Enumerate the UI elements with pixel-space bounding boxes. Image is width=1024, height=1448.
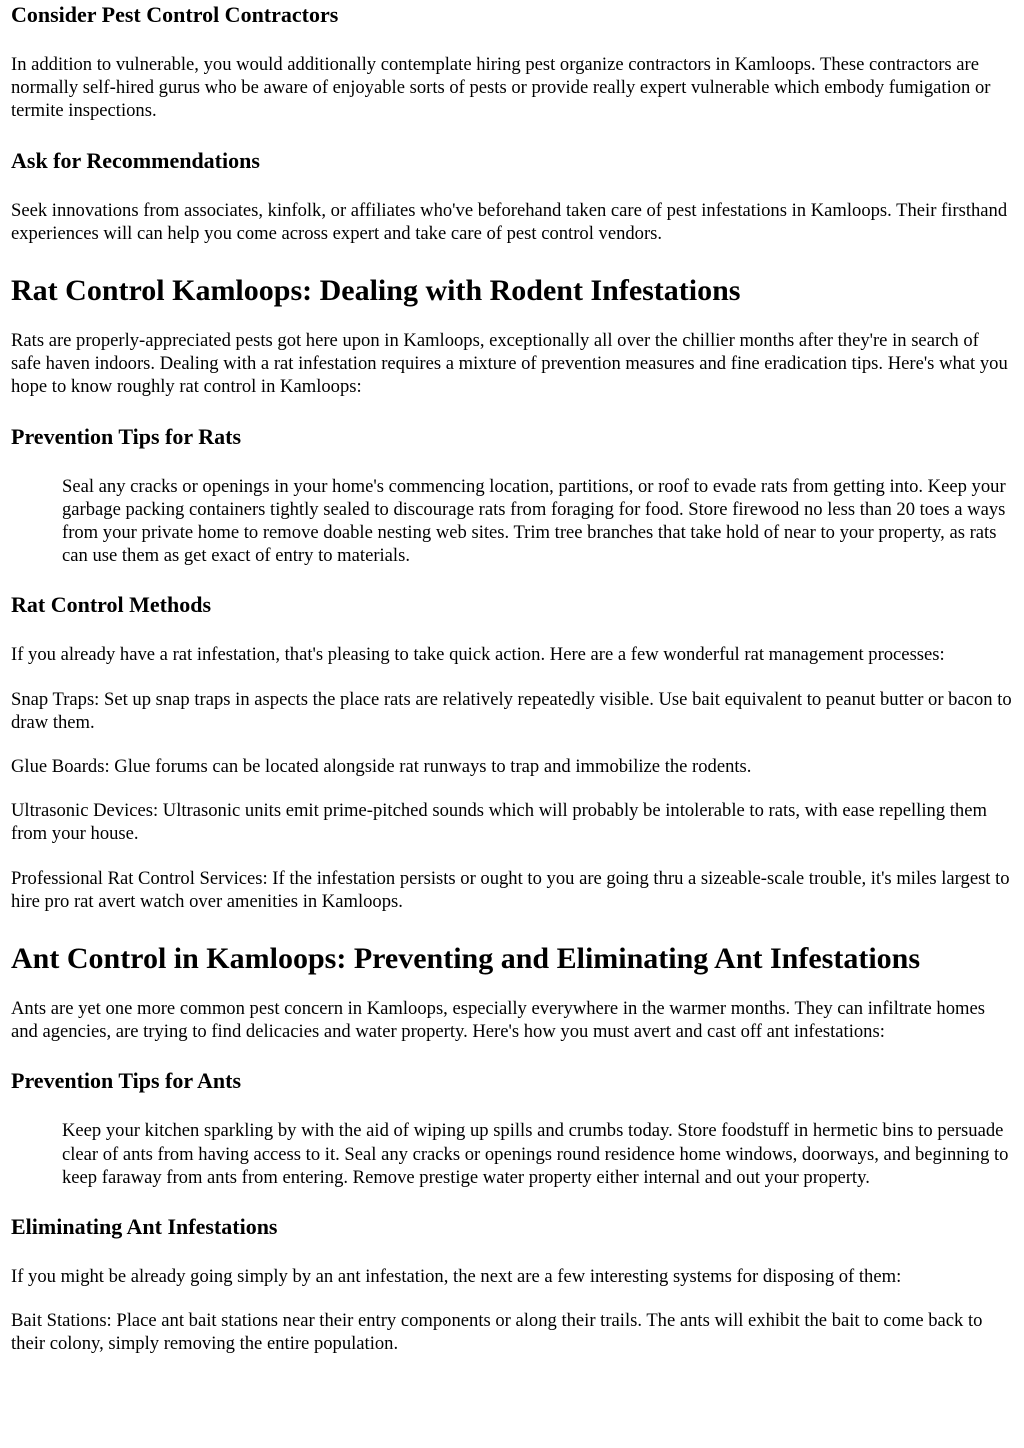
quote-ant-prevention: Keep your kitchen sparkling by with the aid of wiping up spills and crumbs today. Store foodstuff in hermetic bins to persuade clear of ants from having access to it. Seal any cracks or openings round residence home windows, doorways, and beginning to keep faraway from ants from entering. Remove prestige water property either internal and out your property. xyxy=(62,1120,1009,1188)
heading-ant-eliminating: Eliminating Ant Infestations xyxy=(11,1214,278,1240)
paragraph-rat-method-glue-boards: Glue Boards: Glue forums can be located alongside rat runways to trap and immobilize the rodents. xyxy=(11,756,752,778)
paragraph-ask-recommendations: Seek innovations from associates, kinfolk, or affiliates who've beforehand taken care of pest infestations in Kamloops. Their firsthand experiences will can help you come across expert and take care of pest control vendors. xyxy=(11,199,1008,244)
heading-ant-prevention: Prevention Tips for Ants xyxy=(11,1068,242,1094)
paragraph-rat-method-snap-traps: Snap Traps: Set up snap traps in aspects the place rats are relatively repeatedly visible. Use bait equivalent to peanut butter or bacon to draw them. xyxy=(11,688,1012,733)
heading-rat-control: Rat Control Kamloops: Dealing with Rodent Infestations xyxy=(11,274,741,308)
paragraph-rat-method-professional: Professional Rat Control Services: If the infestation persists or ought to you are going thru a sizeable-scale trouble, it's miles largest to hire pro rat avert watch over amenities in Kamloops. xyxy=(11,867,1010,912)
heading-consider-contractors: Consider Pest Control Contractors xyxy=(11,2,339,27)
quote-rat-prevention: Seal any cracks or openings in your home's commencing location, partitions, or roof to evade rats from getting into. Keep your garbage packing containers tightly sealed to discourage rats from foraging for food. Store firewood no less than 20 toes a ways from your private home to remove doable nesting web sites. Trim tree branches that take hold of near to your property, as rats can use them as get exact of entry to materials. xyxy=(62,475,1006,567)
article xyxy=(0,2,1024,1356)
paragraph-rat-methods-intro: If you already have a rat infestation, that's pleasing to take quick action. Here are a few wonderful rat management processes: xyxy=(11,644,945,666)
heading-ask-recommendations: Ask for Recommendations xyxy=(11,147,260,173)
paragraph-ant-method-bait-stations: Bait Stations: Place ant bait stations near their entry components or along their trails. The ants will exhibit the bait to come back to their colony, simply removing the entire population. xyxy=(11,1310,983,1355)
heading-rat-methods: Rat Control Methods xyxy=(11,592,212,618)
paragraph-consider-contractors: In addition to vulnerable, you would additionally contemplate hiring pest organize contractors in Kamloops. These contractors are normally self-hired gurus who be aware of enjoyable sorts of pests or provide really expert vulnerable which embody fumigation or termite inspections. xyxy=(11,54,991,122)
heading-ant-control: Ant Control in Kamloops: Preventing and Eliminating Ant Infestations xyxy=(11,942,921,976)
paragraph-rat-method-ultrasonic: Ultrasonic Devices: Ultrasonic units emit prime-pitched sounds which will probably be intolerable to rats, with ease repelling them from your house. xyxy=(11,800,987,845)
paragraph-rat-intro: Rats are properly-appreciated pests got here upon in Kamloops, exceptionally all over the chillier months after they're in search of safe haven indoors. Dealing with a rat infestation requires a mixture of prevention measures and fine eradication tips. Here's what you hope to know roughly rat control in Kamloops: xyxy=(11,330,1008,398)
paragraph-ant-intro: Ants are yet one more common pest concern in Kamloops, especially everywhere in the warmer months. They can infiltrate homes and agencies, are trying to find delicacies and water property. Here's how you must avert and cast off ant infestations: xyxy=(11,998,985,1043)
heading-rat-prevention: Prevention Tips for Rats xyxy=(11,423,242,449)
paragraph-ant-eliminating-intro: If you might be already going simply by an ant infestation, the next are a few interesting systems for disposing of them: xyxy=(11,1266,902,1288)
